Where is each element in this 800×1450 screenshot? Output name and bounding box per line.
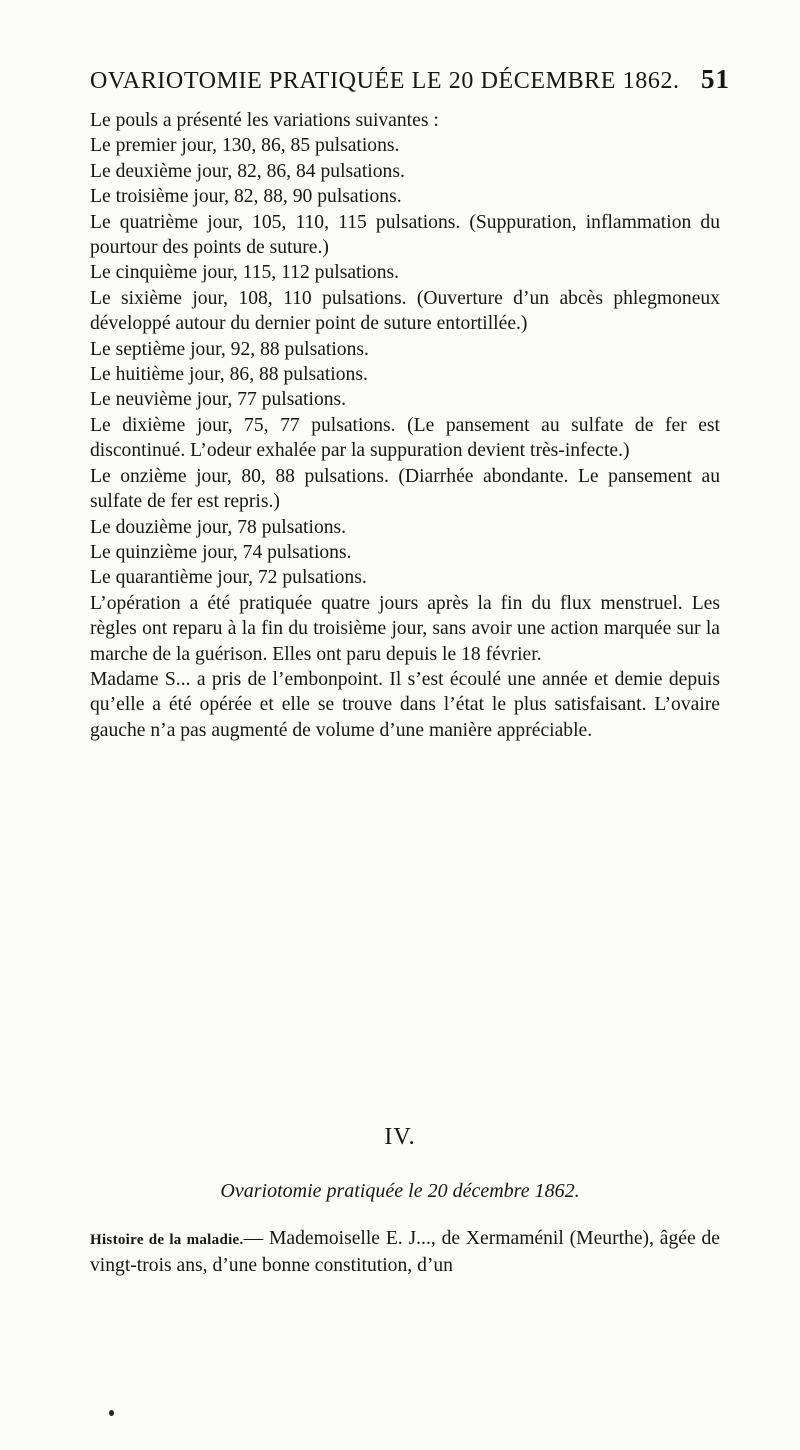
case-history	[90, 1226, 720, 1279]
paragraph: Le cinquième jour, 115, 112 pulsations.	[90, 262, 400, 284]
case-text: — Mademoiselle E. J..., de Xermaménil (Meurthe), âgée de vingt-trois ans, d’une bonne constitution, d’un	[90, 1228, 721, 1276]
section-number: IV.	[384, 1124, 416, 1150]
case-heading: Histoire de la maladie.	[90, 1232, 244, 1248]
body-text	[90, 108, 720, 743]
ink-dot	[109, 1410, 114, 1416]
paragraph: L’opération a été pratiquée quatre jours après la fin du flux menstruel. Les règles ont reparu à la fin du troisième jour, sans avoir une action marquée sur la marche de la guérison. Elles ont paru depuis le 18 février.	[90, 592, 720, 665]
page-number: 51	[701, 64, 730, 94]
paragraph: Le quinzième jour, 74 pulsations.	[90, 541, 352, 563]
paragraph: Le dixième jour, 75, 77 pulsations. (Le pansement au sulfate de fer est discontinué. L’odeur exhalée par la suppuration devient très-infecte.)	[90, 414, 720, 462]
running-head-title: OVARIOTOMIE PRATIQUÉE LE 20 DÉCEMBRE 1862.	[90, 68, 680, 94]
paragraph: Le quarantième jour, 72 pulsations.	[90, 567, 367, 589]
paragraph: Le onzième jour, 80, 88 pulsations. (Diarrhée abondante. Le pansement au sulfate de fer est repris.)	[90, 465, 720, 513]
running-head	[90, 64, 730, 95]
paragraph: Le huitième jour, 86, 88 pulsations.	[90, 364, 368, 386]
paragraph: Le quatrième jour, 105, 110, 115 pulsations. (Suppuration, inflammation du pourtour des points de suture.)	[90, 211, 720, 259]
paragraph: Le neuvième jour, 77 pulsations.	[90, 389, 347, 411]
section-title: Ovariotomie pratiquée le 20 décembre 1862.	[220, 1180, 580, 1202]
paragraph: Le troisième jour, 82, 88, 90 pulsations.	[90, 186, 402, 208]
paragraph: Madame S... a pris de l’embonpoint. Il s’est écoulé une année et demie depuis qu’elle a été opérée et elle se trouve dans l’état le plus satisfaisant. L’ovaire gauche n’a pas augmenté de volume d’une manière appréciable.	[90, 668, 720, 741]
paragraph: Le pouls a présenté les variations suivantes :	[90, 110, 439, 131]
paragraph: Le deuxième jour, 82, 86, 84 pulsations.	[90, 160, 405, 182]
paragraph: Le douzième jour, 78 pulsations.	[90, 516, 347, 538]
paragraph: Le sixième jour, 108, 110 pulsations. (Ouverture d’un abcès phlegmoneux développé autour du dernier point de suture entortillée.)	[90, 287, 720, 335]
paragraph: Le septième jour, 92, 88 pulsations.	[90, 338, 369, 360]
paragraph: Le premier jour, 130, 86, 85 pulsations.	[90, 135, 400, 157]
